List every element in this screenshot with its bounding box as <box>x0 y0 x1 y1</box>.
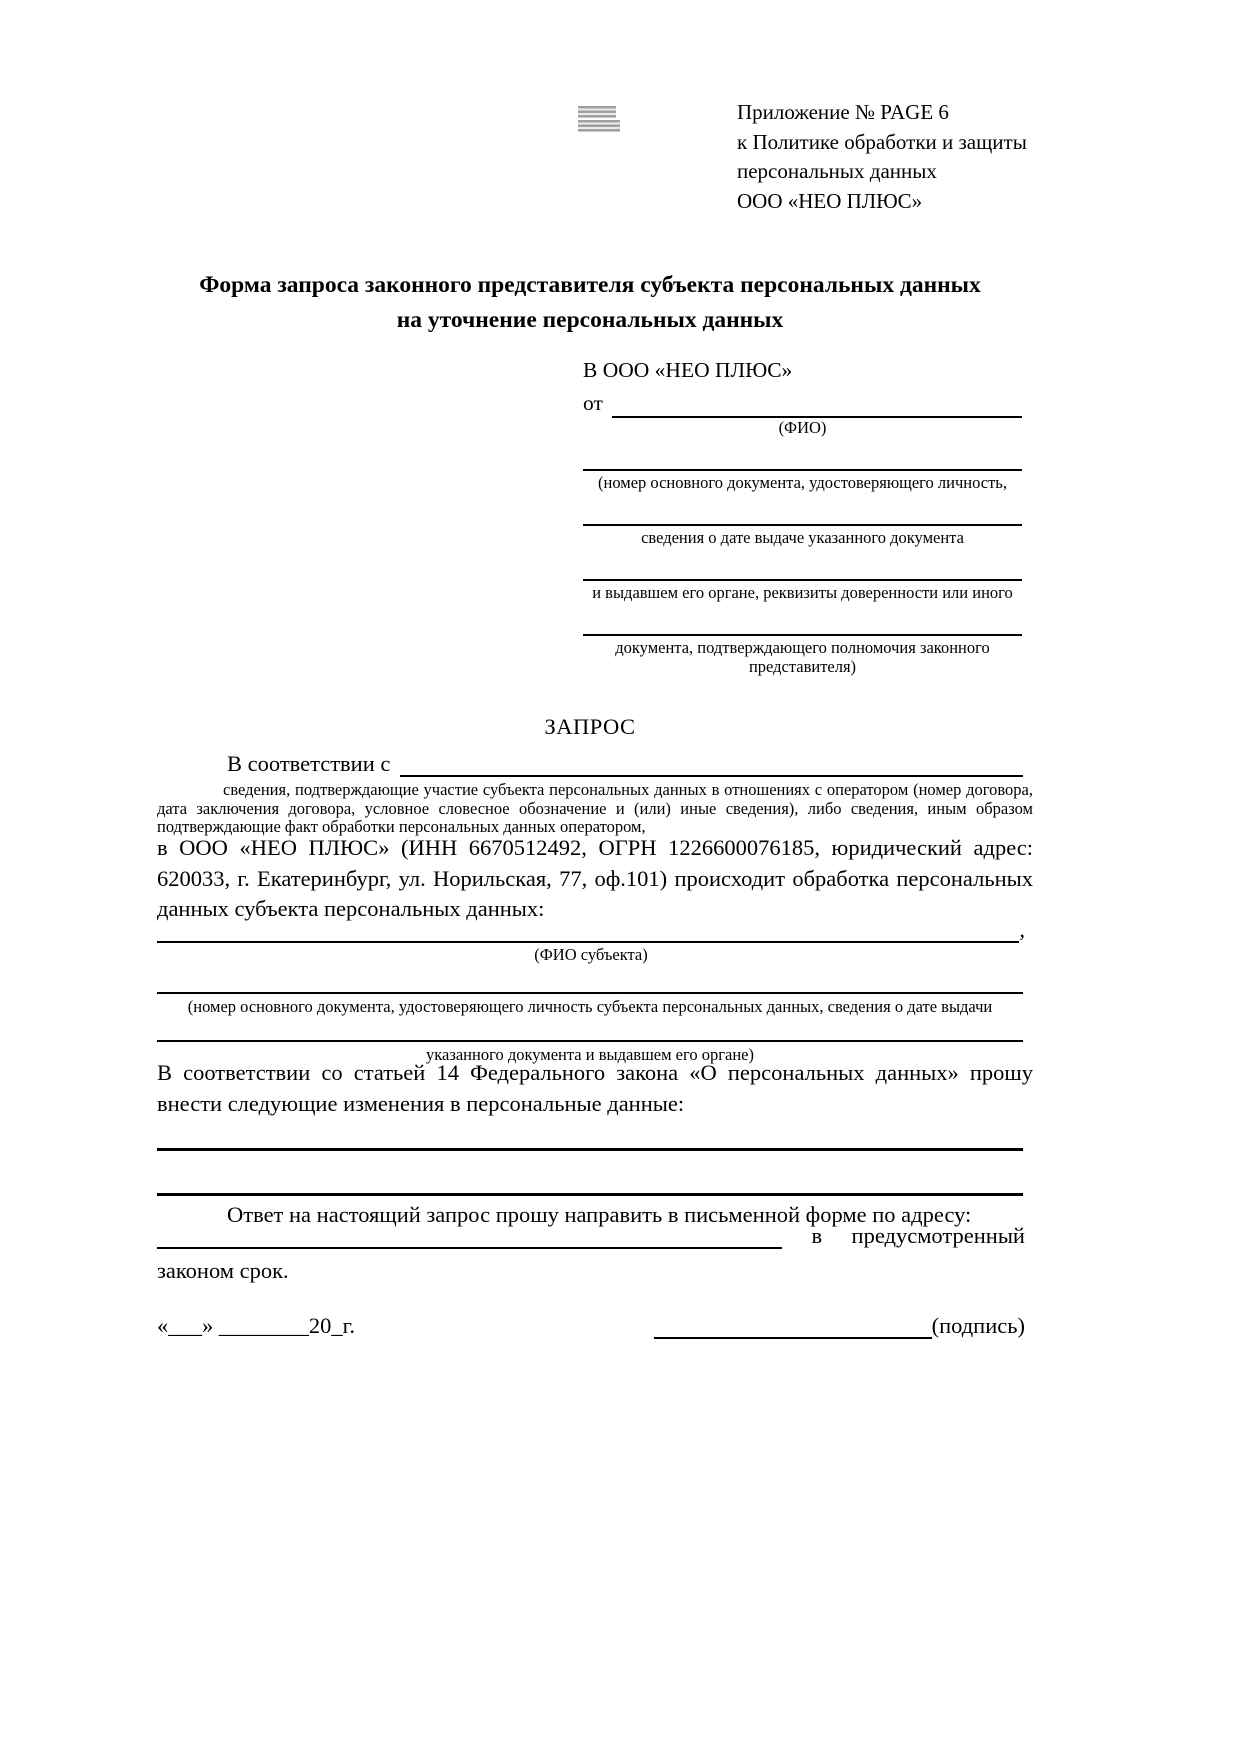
appendix-header <box>737 98 1027 216</box>
from-fio-blank-line <box>612 390 1022 418</box>
representative-doc-field-2 <box>583 497 1022 547</box>
subject-fio-caption: (ФИО субъекта) <box>534 945 648 964</box>
signature-date-placeholder: «___» ________20_г. <box>157 1313 355 1338</box>
reply-word-stipulated: предусмотренный <box>851 1223 1025 1248</box>
subject-doc-blank-line-1 <box>157 966 1023 994</box>
request-heading: ЗАПРОС <box>544 714 636 739</box>
blurred-text-icon-bottom <box>578 120 620 132</box>
reply-word-in: в <box>811 1223 823 1248</box>
operator-paragraph: в ООО «НЕО ПЛЮС» (ИНН 6670512492, ОГРН 1226600076185, юридический адрес: 620033, г. Екатеринбург, ул. Норильская, 77, оф.101) происходит обработка персональных данных субъекта персональных данных: <box>157 835 1033 921</box>
subject-doc-caption-2: указанного документа и выдавшем его органе) <box>426 1045 754 1064</box>
reply-closing: законом срок. <box>157 1258 289 1283</box>
reply-paragraph: Ответ на настоящий запрос прошу направить в письменной форме по адресу: <box>227 1202 972 1227</box>
representative-doc-caption-2: сведения о дате выдаче указанного документа <box>641 528 964 547</box>
appendix-header-line-1: Приложение № PAGE 6 <box>737 100 949 124</box>
form-title <box>140 268 1040 338</box>
appendix-header-line-4: ООО «НЕО ПЛЮС» <box>737 188 923 213</box>
signature-blank-line <box>654 1312 932 1339</box>
subject-fio-field <box>157 914 1025 964</box>
representative-doc-caption-1: (номер основного документа, удостоверяющего личность, <box>598 473 1007 492</box>
representative-doc-caption-4: документа, подтверждающего полномочия законного представителя) <box>615 638 990 676</box>
representative-doc-blank-line-3 <box>583 552 1022 581</box>
fine-print-note: сведения, подтверждающие участие субъекта персональных данных в отношениях с оператором (номер договора, дата заключения договора, условное словесное обозначение и (или) иные сведения), либо сведения, иным образом подтверждающие факт обработки персональных данных оператором, <box>157 780 1033 836</box>
signature-row <box>157 1312 1025 1339</box>
subject-doc-field-1 <box>157 966 1023 1016</box>
appendix-header-line-2: к Политике обработки и защиты <box>737 129 1027 154</box>
representative-doc-blank-line-2 <box>583 497 1022 526</box>
from-label: от <box>583 391 603 415</box>
intro-label: В соответствии с <box>227 751 391 776</box>
subject-doc-blank-line-2 <box>157 1014 1023 1042</box>
representative-doc-blank-line-1 <box>583 442 1022 471</box>
changes-blank-line-2 <box>157 1193 1023 1196</box>
blurred-text-icon <box>578 106 620 132</box>
reply-address-blank-line <box>157 1220 782 1249</box>
subject-fio-comma: , <box>1019 917 1025 942</box>
signature-caption: (подпись) <box>931 1313 1025 1338</box>
representative-doc-field-3 <box>583 552 1022 602</box>
intro-blank-line <box>400 750 1023 777</box>
representative-doc-field-1 <box>583 442 1022 492</box>
fio-caption: (ФИО) <box>778 418 827 437</box>
subject-fio-blank-line <box>157 914 1019 943</box>
subject-doc-field-2 <box>157 1014 1023 1064</box>
form-title-line-2: на уточнение персональных данных <box>396 307 784 333</box>
addressee-to: В ООО «НЕО ПЛЮС» <box>583 358 793 382</box>
representative-doc-blank-line-4 <box>583 607 1022 636</box>
signature-right-group <box>654 1312 1025 1339</box>
changes-blank-line-1 <box>157 1148 1023 1151</box>
addressee-block <box>583 356 1022 676</box>
subject-doc-caption-1: (номер основного документа, удостоверяющего личность субъекта персональных данных, сведения о дате выдачи <box>187 997 993 1016</box>
appendix-header-line-3: персональных данных <box>737 159 937 183</box>
reply-address-row <box>157 1220 1025 1249</box>
form-title-line-1: Форма запроса законного представителя субъекта персональных данных <box>199 272 981 298</box>
law-paragraph: В соответствии со статьей 14 Федерального закона «О персональных данных» прошу внести следующие изменения в персональные данные: <box>157 1060 1033 1116</box>
subject-fio-row <box>157 914 1025 943</box>
representative-doc-caption-3: и выдавшем его органе, реквизиты доверенности или иного <box>592 583 1013 602</box>
blurred-text-icon-top <box>578 106 616 118</box>
from-row <box>583 389 1022 418</box>
intro-row <box>157 750 1023 777</box>
representative-doc-field-4 <box>583 607 1022 676</box>
